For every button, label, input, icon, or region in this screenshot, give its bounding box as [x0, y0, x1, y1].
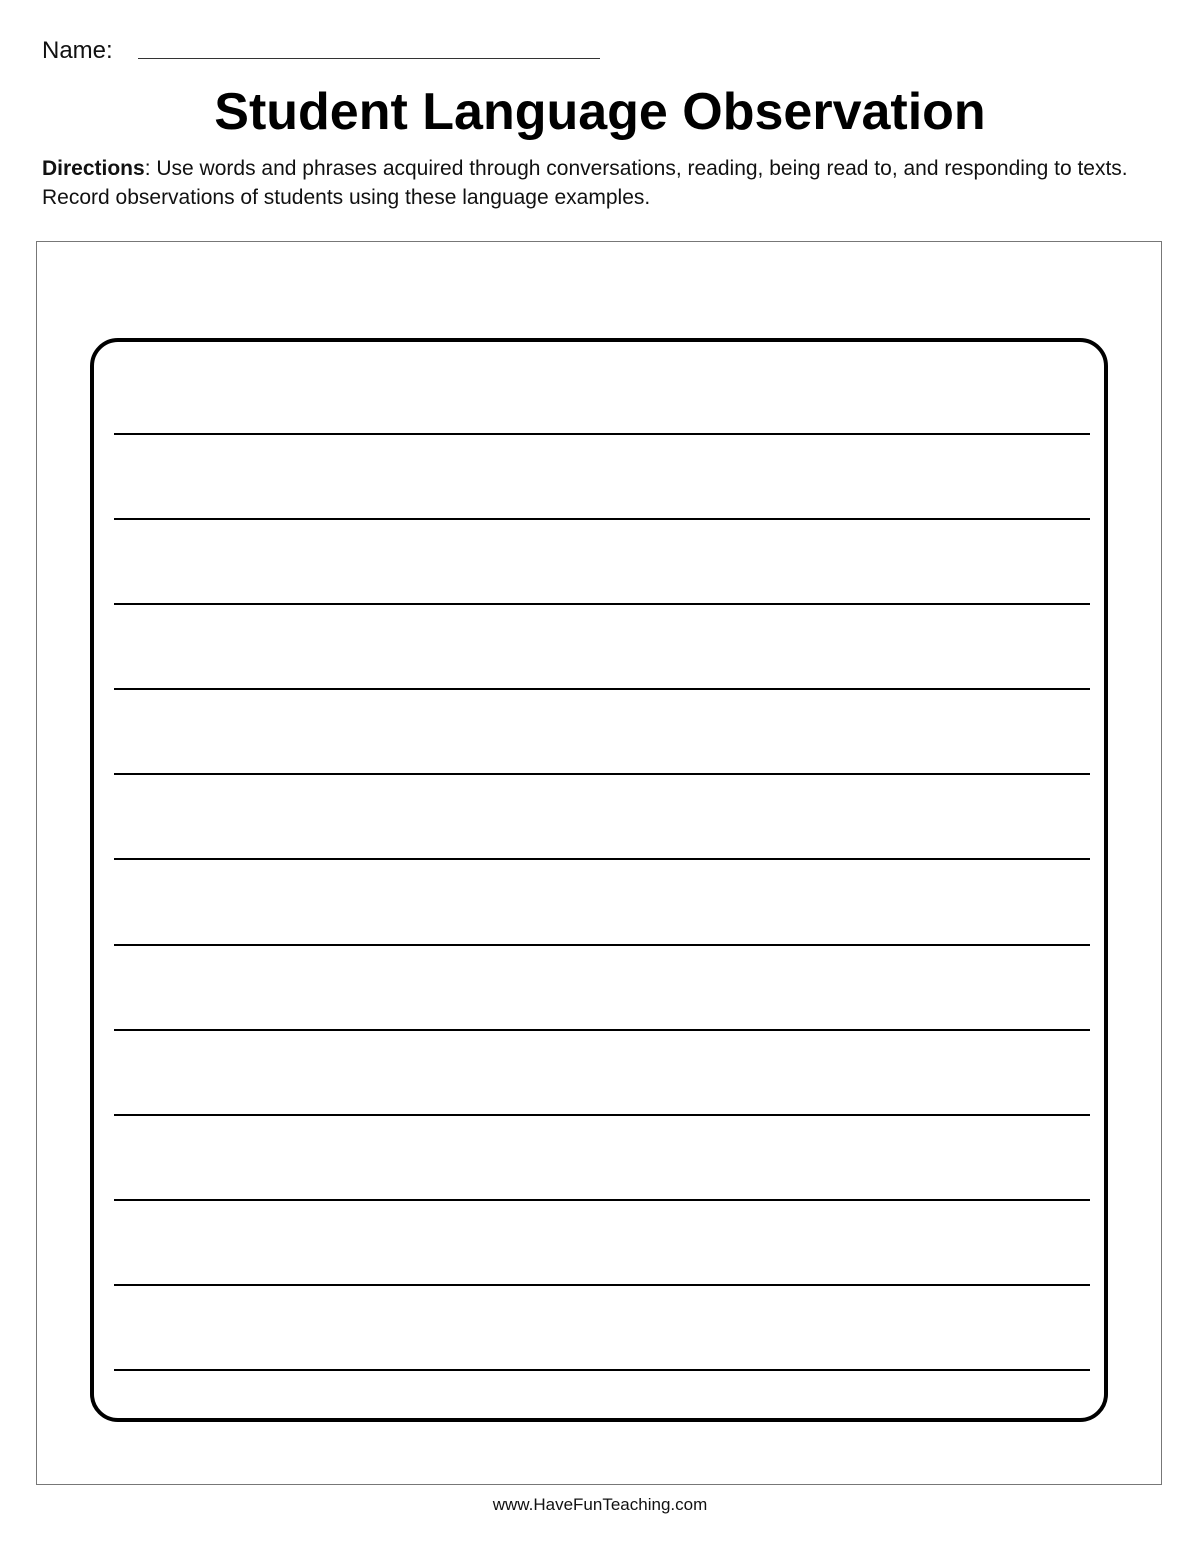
footer-website: www.HaveFunTeaching.com	[492, 1495, 708, 1514]
directions	[42, 154, 1162, 212]
writing-line[interactable]	[114, 773, 1090, 775]
observation-writing-box	[90, 338, 1108, 1422]
directions-text: : Use words and phrases acquired through conversations, reading, being read to, and responding to texts. Record observations of students using these language examples.	[42, 157, 1128, 209]
writing-line[interactable]	[114, 518, 1090, 520]
writing-line[interactable]	[114, 1199, 1090, 1201]
name-row	[42, 36, 602, 66]
writing-line[interactable]	[114, 433, 1090, 435]
name-input-line[interactable]	[138, 58, 600, 59]
writing-line[interactable]	[114, 1114, 1090, 1116]
writing-line[interactable]	[114, 1029, 1090, 1031]
writing-line[interactable]	[114, 688, 1090, 690]
writing-line[interactable]	[114, 944, 1090, 946]
page-title: Student Language Observation	[214, 83, 986, 141]
writing-line[interactable]	[114, 1369, 1090, 1371]
writing-line[interactable]	[114, 603, 1090, 605]
directions-label: Directions	[42, 157, 145, 180]
writing-line[interactable]	[114, 858, 1090, 860]
name-label: Name:	[42, 37, 113, 64]
writing-line[interactable]	[114, 1284, 1090, 1286]
